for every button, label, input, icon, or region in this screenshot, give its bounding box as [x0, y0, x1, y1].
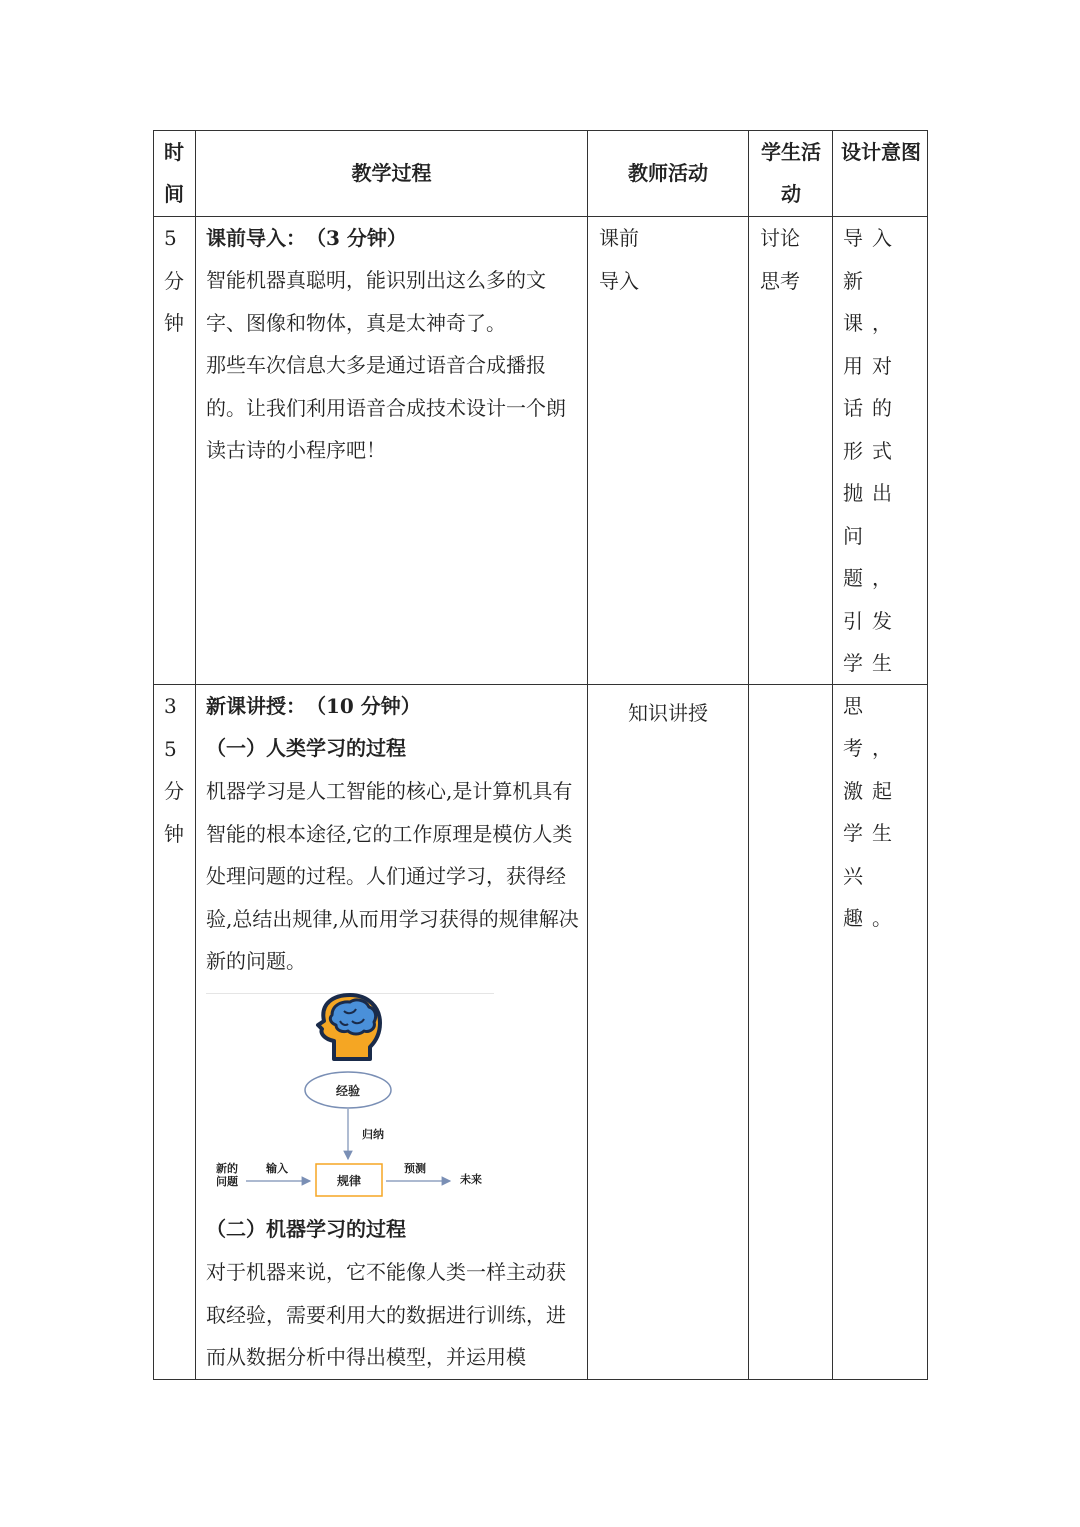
row1-teacher-activity: 课前导入 [599, 226, 639, 293]
table-border-bottom [153, 1379, 928, 1380]
input-label: 输入 [266, 1162, 288, 1175]
human-learning-diagram [206, 993, 494, 1201]
row1-paragraph: 那些车次信息大多是通过语音合成播报的。让我们利用语音合成技术设计一个朗读古诗的小程序吧！ [206, 353, 566, 462]
row2-subheading-machine: （二）机器学习的过程 [206, 1217, 406, 1241]
row2-paragraph-machine: 对于机器来说，它不能像人类一样主动获取经验，需要利用大的数据进行训练，进而从数据分析中得出模型，并运用模 [206, 1260, 566, 1369]
head-brain-icon [318, 995, 380, 1059]
table-border-left [153, 130, 154, 1380]
header-teacher: 教师活动 [628, 161, 708, 185]
row2-teacher-activity: 知识讲授 [628, 701, 708, 725]
table-divider [832, 130, 833, 1380]
row1-design-intent: 导入新课，用对话的形式抛出问题，引发学生思考，激起学生兴趣。 [843, 226, 901, 930]
header-student: 学生活动 [761, 140, 821, 206]
row1-paragraph: 智能机器真聪明，能识别出这么多的文字、图像和物体，真是太神奇了。 [206, 268, 546, 335]
row2-heading: 新课讲授： （10 分钟） [206, 694, 421, 718]
row2-subheading-human: （一）人类学习的过程 [206, 736, 406, 760]
header-process: 教学过程 [351, 161, 432, 185]
table-divider [195, 130, 196, 1380]
header-time: 时间 [164, 140, 184, 206]
new-problem-label: 新的问题 [216, 1162, 238, 1188]
row2-paragraph-human: 机器学习是人工智能的核心,是计算机具有智能的根本途径,它的工作原理是模仿人类处理问题的过程。人们通过学习，获得经验,总结出规律,从而用学习获得的规律解决新的问题。 [206, 779, 579, 973]
future-label: 未来 [460, 1173, 482, 1186]
table-border-right [927, 130, 928, 1380]
header-design: 设计意图 [841, 140, 921, 164]
table-divider [748, 130, 749, 1380]
predict-label: 预测 [404, 1162, 426, 1175]
experience-label: 经验 [335, 1084, 361, 1098]
row1-heading: 课前导入： （3 分钟） [206, 226, 407, 250]
rule-label: 规律 [336, 1174, 362, 1188]
row1-student-activity: 讨论思考 [760, 226, 800, 293]
row1-time: 5分钟 [164, 226, 184, 335]
diagram-svg [206, 993, 494, 1201]
row2-time: 35分钟 [164, 694, 184, 846]
table-divider [587, 130, 588, 1380]
induction-label: 归纳 [362, 1128, 384, 1141]
